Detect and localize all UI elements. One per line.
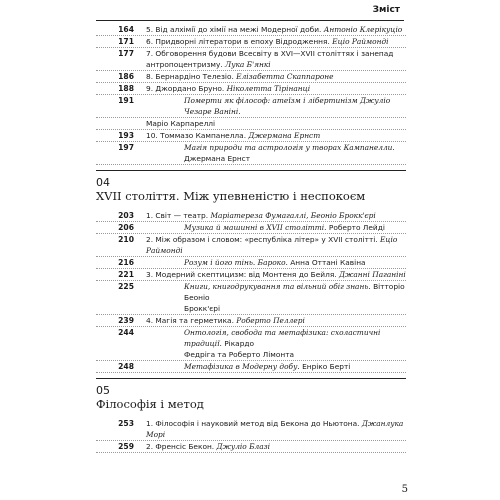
toc-entry (96, 130, 406, 142)
toc-entry-line (146, 418, 406, 440)
entry-text-italic: Магія природи та астрологія у творах Кампанелли. (184, 143, 395, 152)
toc-page-number: 177 (118, 49, 134, 58)
toc-entry-text (134, 315, 406, 326)
toc-page-number: 221 (118, 270, 134, 279)
entry-text: Вітторіо Беоніо (184, 282, 405, 302)
header-title: Зміст (372, 5, 400, 15)
toc-entry-text (134, 281, 406, 314)
toc-entry (96, 95, 406, 118)
entry-text-italic: Лука Б'янкі (225, 60, 271, 69)
entry-text: Енріко Берті (302, 362, 351, 371)
toc-entry-text (134, 71, 406, 82)
toc-entry (96, 71, 406, 83)
entry-text: Джермана Ернст (184, 154, 251, 163)
toc-entry-line (184, 327, 406, 349)
chapter-number: 05 (96, 384, 110, 397)
entry-text: 2. Між образом і словом: «республіка літер» у XVII столітті. (146, 235, 380, 244)
toc-entry-text (134, 95, 406, 117)
entry-text: Брокк'єрі (184, 304, 221, 313)
toc-entry-text (134, 327, 406, 360)
entry-text: антропоцентризму. (146, 60, 226, 69)
toc-entry-text (134, 257, 406, 268)
toc-entry (96, 83, 406, 95)
entry-text: 2. Френсіс Бекон. (146, 442, 217, 451)
entry-text-italic: Музика й машинні в XVII столітті. (184, 223, 329, 232)
toc-entry-line (146, 234, 406, 256)
toc-entry (96, 269, 406, 281)
entry-text: 10. Томмазо Кампанелла. (146, 131, 249, 140)
entry-text-italic: Метафізика в Модерну добу. (184, 362, 303, 371)
entry-text: Анна Оттані Кавіна (290, 258, 366, 267)
toc-entry-line (146, 59, 406, 70)
toc-entry (96, 234, 406, 257)
entry-text-italic: Джуліо Блазі (216, 442, 271, 451)
toc-entry (96, 142, 406, 165)
toc-entry-line (146, 130, 406, 141)
toc-page-number: 188 (118, 84, 134, 93)
toc-page-number: 253 (118, 419, 134, 428)
entry-text-italic: Антоніо Клерікуціо (323, 25, 403, 34)
toc-entry-line (146, 118, 406, 129)
toc-entry (96, 118, 406, 130)
running-header (96, 0, 404, 21)
toc-page-number: 239 (118, 316, 134, 325)
toc-entry-text (134, 269, 406, 280)
entry-text: 9. Джордано Бруно. (146, 84, 227, 93)
toc-entry (96, 257, 406, 269)
entry-text: 8. Бернардіно Телезіо. (146, 72, 237, 81)
entry-text: 3. Модерний скептицизм: від Монтеня до Бейля. (146, 270, 339, 279)
toc-entry-text (134, 83, 406, 94)
entry-text: 4. Магія та герметика. (146, 316, 237, 325)
toc-entry-line (184, 95, 406, 117)
entry-text: Рікардо (224, 339, 255, 348)
entry-text: 5. Від алхімії до хімії на межі Модерної доби. (146, 25, 324, 34)
entry-text: 7. Обговорення будови Всесвіту в XVI—XVII століттях і занепад (146, 49, 394, 58)
toc-entry-line (146, 71, 406, 82)
toc-entry-line (146, 210, 406, 221)
toc-entry (96, 361, 406, 373)
toc-page-number: 203 (118, 211, 134, 220)
toc-entry-line (146, 441, 406, 452)
toc-entry (96, 222, 406, 234)
toc-page-number: 210 (118, 235, 134, 244)
toc-entry (96, 210, 406, 222)
toc-entry-text (134, 234, 406, 256)
toc-entry-text (134, 361, 406, 372)
toc-page-number: 164 (118, 25, 134, 34)
toc-page-number: 171 (118, 37, 134, 46)
entry-text-italic: Розум і його тінь. Бароко. (184, 258, 291, 267)
toc-entry-text (134, 48, 406, 70)
toc-page-number: 186 (118, 72, 134, 81)
page-number: 5 (401, 484, 408, 495)
toc-entry-line (184, 142, 406, 164)
chapter-heading (96, 378, 406, 418)
toc-entry-text (134, 130, 406, 141)
toc-page-number (96, 118, 134, 129)
chapter-title: Філософія і метод (96, 397, 204, 411)
toc-entry-line (184, 349, 406, 360)
toc-entry-text (134, 418, 406, 440)
toc-entry-line (146, 315, 406, 326)
entry-text: Роберто Лейді (328, 223, 385, 232)
toc-entry (96, 36, 406, 48)
entry-text: 1. Філософія і науковий метод від Бекона до Ньютона. (146, 419, 362, 428)
toc-entry (96, 48, 406, 71)
toc-page-number: 197 (118, 143, 134, 152)
toc-entry-line (184, 257, 406, 268)
entry-text-italic: Елізабетта Скаппароне (236, 72, 334, 81)
entry-text: 6. Придворні літератори в епоху Відродження. (146, 37, 333, 46)
toc-entry (96, 418, 406, 441)
entry-text: Федріга та Роберто Лімонта (184, 350, 295, 359)
toc-entry (96, 441, 406, 453)
toc-entry-line (184, 281, 406, 303)
toc-page-number: 206 (118, 223, 134, 232)
entry-text-italic: Книги, книгодрукування та вільний обіг знань. (184, 282, 374, 291)
toc-page-number: 244 (118, 328, 134, 337)
entry-text-italic: Маріатереза Фумагаллі, Беоніо Брокк'єрі (210, 211, 376, 220)
toc-entry-text (134, 36, 406, 47)
entry-text-italic: Джанлука Морі (146, 419, 404, 439)
toc-entry (96, 327, 406, 361)
toc-page-number: 259 (118, 442, 134, 451)
toc-page-number: 216 (118, 258, 134, 267)
toc-entry-text (134, 24, 406, 35)
toc-page-number: 248 (118, 362, 134, 371)
entry-text: 1. Світ — театр. (146, 211, 211, 220)
toc-entry-text (134, 222, 406, 233)
entry-text-italic: Еціо Раймонді (332, 37, 389, 46)
toc-entry-line (184, 361, 406, 372)
entry-text-italic: Ніколетта Тірінанці (226, 84, 311, 93)
toc-entry (96, 315, 406, 327)
toc-entry-line (146, 24, 406, 35)
toc-entry-line (146, 36, 406, 47)
chapter-heading (96, 170, 406, 210)
toc-entry-line (146, 269, 406, 280)
chapter-number: 04 (96, 176, 110, 189)
toc-entry-line (184, 303, 406, 314)
entry-text-italic: Джермана Ернст (248, 131, 321, 140)
toc-entry-line (146, 83, 406, 94)
toc-page-number: 225 (118, 282, 134, 291)
entry-text-italic: Онтологія, свобода та метафізика: схоластичні традиції. (184, 328, 381, 348)
toc-page-number: 191 (118, 96, 134, 105)
toc-entry (96, 24, 406, 36)
toc-entry-text (134, 142, 406, 164)
entry-text-italic: Роберто Пеллері (236, 316, 305, 325)
entry-text-italic: Померти як філософ: атеїзм і лібертинізм Джуліо Чезаре Ваніні. (184, 96, 391, 116)
chapter-title: XVII століття. Між упевненістю і неспокоєм (96, 189, 366, 203)
toc-entry-line (184, 222, 406, 233)
entry-text: Маріо Карпареллі (146, 119, 216, 128)
toc-entry-line (146, 48, 406, 59)
table-of-contents (96, 24, 406, 453)
entry-text-italic: Еціо Раймонді (146, 235, 398, 255)
toc-page-number: 193 (118, 131, 134, 140)
toc-entry (96, 281, 406, 315)
toc-entry-text (134, 441, 406, 452)
entry-text-italic: Джанні Паганіні (338, 270, 406, 279)
toc-entry-text (134, 210, 406, 221)
toc-entry-text (134, 118, 406, 129)
